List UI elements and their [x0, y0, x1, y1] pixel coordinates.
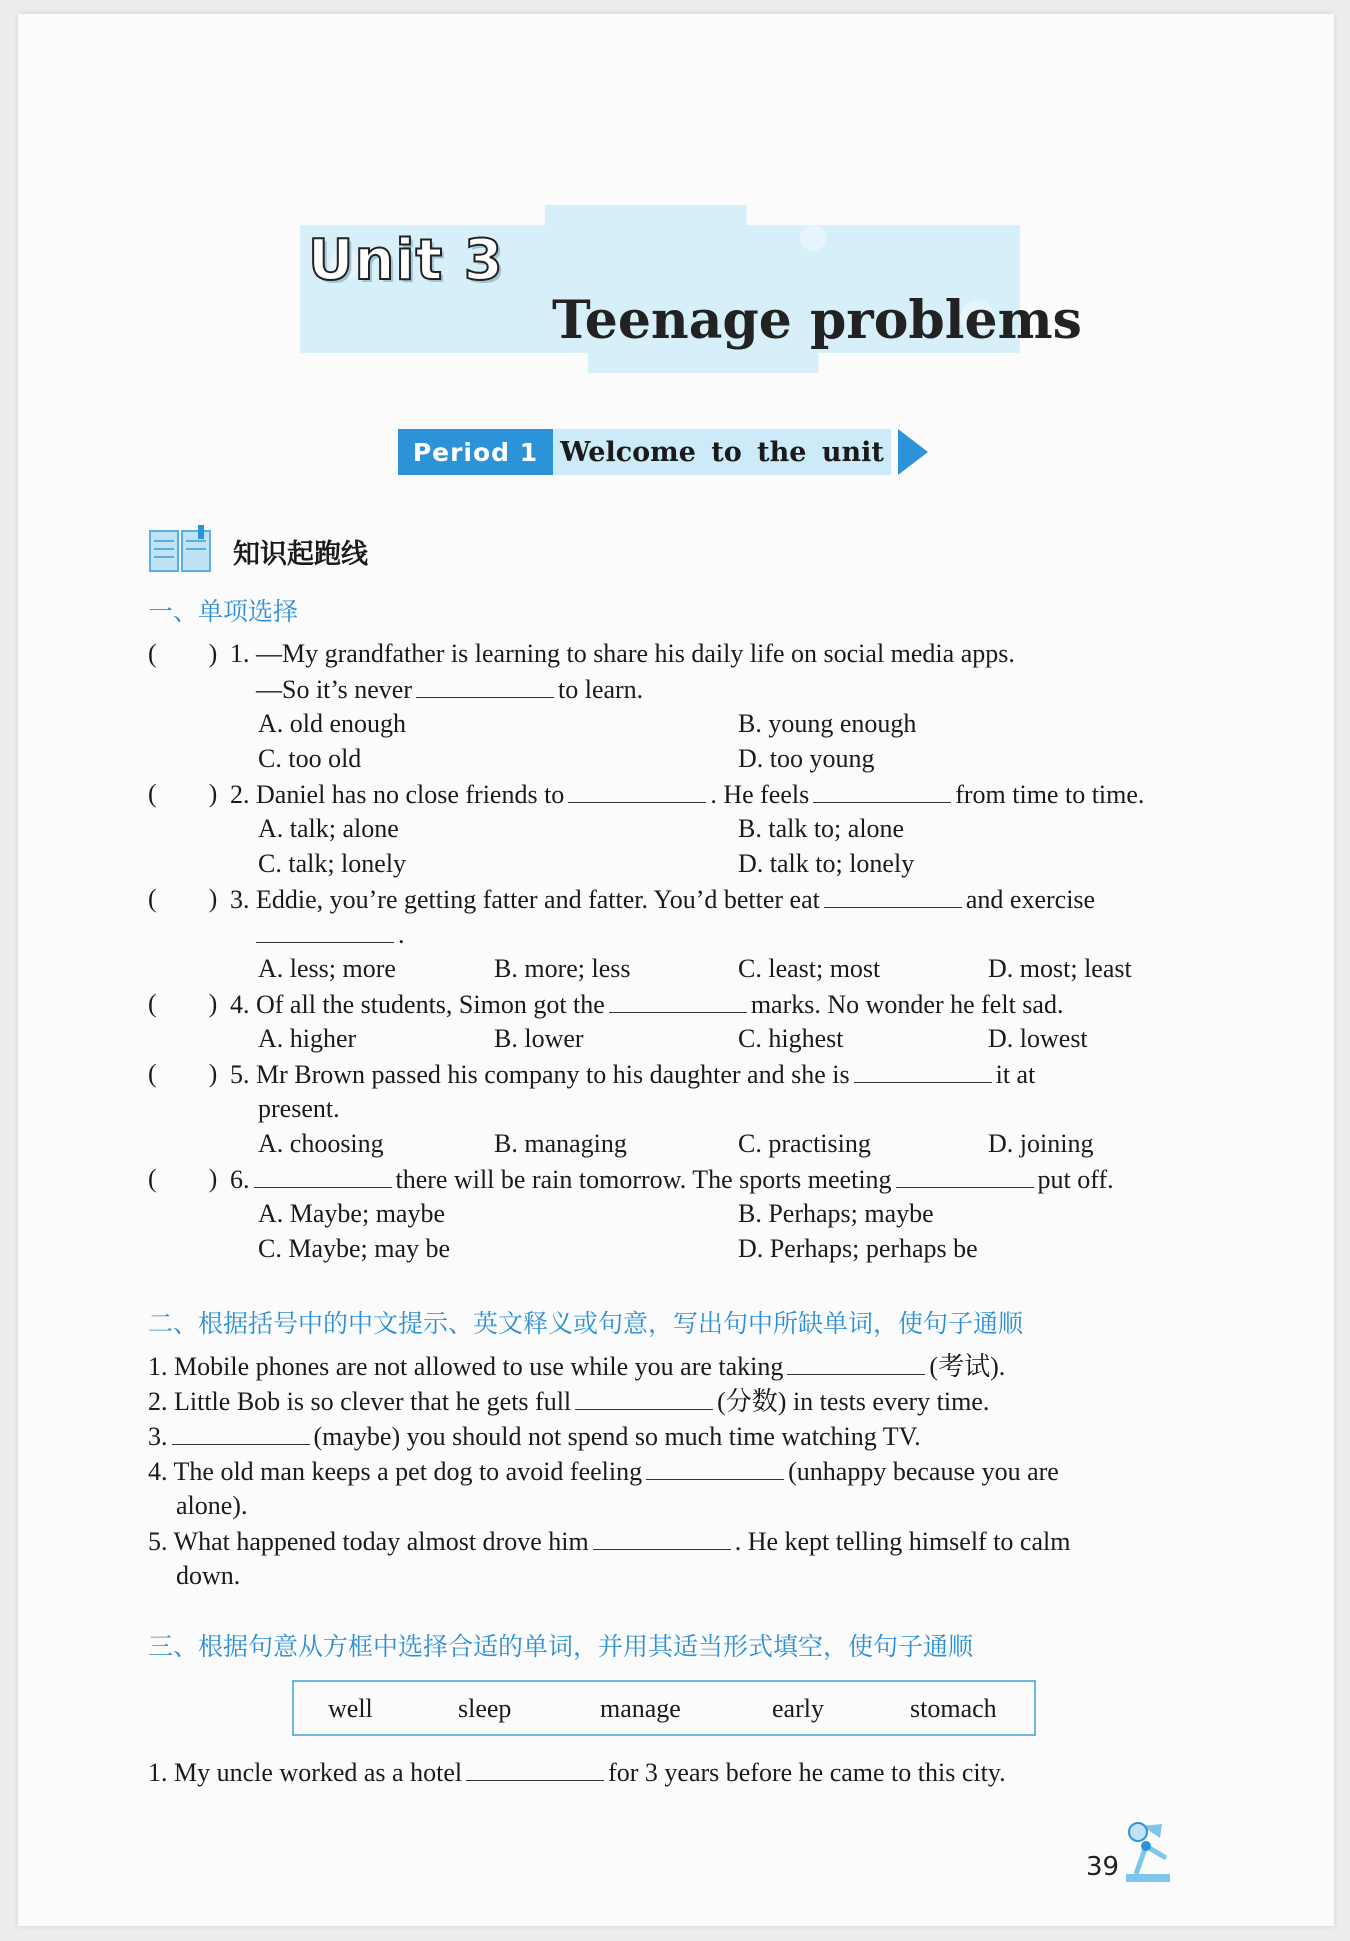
- word-option: stomach: [910, 1694, 997, 1723]
- desk-lamp-icon: [1122, 1822, 1182, 1884]
- item-text: 5. What happened today almost drove him: [148, 1527, 589, 1556]
- question-3-line-2: [256, 918, 405, 951]
- question-stem: marks. No wonder he felt sad.: [750, 990, 1064, 1019]
- section-1-title: 一、单项选择: [148, 597, 299, 626]
- word-option: manage: [600, 1694, 681, 1723]
- question-stem: and exercise: [965, 885, 1096, 914]
- answer-blank[interactable]: [813, 778, 951, 803]
- word-option: sleep: [458, 1694, 512, 1723]
- fill-item-1: [148, 1350, 1005, 1383]
- option-c: C. least; most: [738, 954, 881, 983]
- item-text: 1. Mobile phones are not allowed to use while you are taking: [148, 1352, 784, 1381]
- section-2-title: 二、根据括号中的中文提示、英文释义或句意，写出句中所缺单词，使句子通顺: [148, 1309, 1024, 1338]
- fill-item-5: [148, 1525, 1070, 1558]
- item-text: 1. My uncle worked as a hotel: [148, 1758, 463, 1787]
- option-d: D. too young: [738, 744, 875, 773]
- answer-blank[interactable]: [824, 883, 962, 908]
- period-title: Welcome to the unit: [553, 429, 891, 475]
- answer-blank[interactable]: [854, 1058, 992, 1083]
- question-number: 4.: [230, 990, 250, 1019]
- option-c: C. Maybe; may be: [258, 1234, 451, 1263]
- fill-item-4: [148, 1455, 1059, 1488]
- option-a: A. talk; alone: [258, 814, 399, 843]
- option-a: A. less; more: [258, 954, 396, 983]
- question-stem: from time to time.: [955, 780, 1145, 809]
- question-1-line-2: [256, 673, 643, 706]
- answer-blank[interactable]: [568, 778, 706, 803]
- page-number: 39: [1086, 1852, 1120, 1882]
- question-number: 1.: [230, 639, 250, 668]
- unit-title: Teenage problems: [552, 290, 1082, 351]
- option-b: B. more; less: [494, 954, 631, 983]
- fill-item-4-cont: alone).: [176, 1491, 248, 1520]
- answer-blank[interactable]: [609, 988, 747, 1013]
- question-5: [230, 1058, 1035, 1091]
- option-d: D. most; least: [988, 954, 1132, 983]
- option-c: C. highest: [738, 1024, 844, 1053]
- option-a: A. old enough: [258, 709, 407, 738]
- answer-paren[interactable]: ( ): [148, 639, 218, 668]
- answer-blank[interactable]: [593, 1525, 731, 1550]
- question-stem: Daniel has no close friends to: [256, 780, 565, 809]
- fill-item-3-1: [148, 1756, 1006, 1789]
- question-6: [230, 1163, 1114, 1196]
- fill-item-3: [148, 1420, 921, 1453]
- question-number: 2.: [230, 780, 250, 809]
- item-text: (考试).: [929, 1352, 1006, 1381]
- item-text: . He kept telling himself to calm: [734, 1527, 1071, 1556]
- answer-blank[interactable]: [896, 1163, 1034, 1188]
- answer-paren[interactable]: ( ): [148, 884, 218, 913]
- question-4: [230, 988, 1063, 1021]
- question-stem: put off.: [1037, 1165, 1114, 1194]
- question-stem: —My grandfather is learning to share his daily life on social media apps.: [256, 639, 1015, 668]
- option-d: D. talk to; lonely: [738, 849, 915, 878]
- book-icon: [148, 525, 212, 575]
- item-text: (maybe) you should not spend so much time watching TV.: [313, 1422, 921, 1451]
- question-number: 5.: [230, 1060, 250, 1089]
- item-text: for 3 years before he came to this city.: [608, 1758, 1006, 1787]
- question-stem: to learn.: [558, 675, 644, 704]
- question-2: [230, 778, 1144, 811]
- answer-blank[interactable]: [172, 1420, 310, 1445]
- question-stem: . He feels: [710, 780, 810, 809]
- option-c: C. talk; lonely: [258, 849, 407, 878]
- option-c: C. practising: [738, 1129, 871, 1158]
- answer-blank[interactable]: [254, 1163, 392, 1188]
- option-d: D. Perhaps; perhaps be: [738, 1234, 978, 1263]
- item-text: 3.: [148, 1422, 168, 1451]
- option-a: A. choosing: [258, 1129, 384, 1158]
- word-option: well: [328, 1694, 373, 1723]
- section-3-title: 三、根据句意从方框中选择合适的单词，并用其适当形式填空，使句子通顺: [148, 1632, 974, 1661]
- item-text: (分数) in tests every time.: [717, 1387, 990, 1416]
- question-stem: Eddie, you’re getting fatter and fatter. You’d better eat: [256, 885, 820, 914]
- question-stem: there will be rain tomorrow. The sports meeting: [395, 1165, 892, 1194]
- answer-blank[interactable]: [256, 918, 394, 943]
- question-5-line-2: present.: [258, 1094, 340, 1123]
- fill-item-2: [148, 1385, 989, 1418]
- option-b: B. talk to; alone: [738, 814, 905, 843]
- option-b: B. managing: [494, 1129, 627, 1158]
- question-stem: —So it’s never: [256, 675, 412, 704]
- item-text: 4. The old man keeps a pet dog to avoid feeling: [148, 1457, 643, 1486]
- answer-paren[interactable]: ( ): [148, 1059, 218, 1088]
- question-number: 3.: [230, 885, 250, 914]
- item-text: 2. Little Bob is so clever that he gets full: [148, 1387, 572, 1416]
- answer-paren[interactable]: ( ): [148, 989, 218, 1018]
- option-a: A. higher: [258, 1024, 357, 1053]
- item-text: (unhappy because you are: [788, 1457, 1059, 1486]
- question-3: [230, 883, 1095, 916]
- word-box: [292, 1680, 1036, 1736]
- period-badge: Period 1: [398, 429, 553, 475]
- arrow-icon: [898, 429, 928, 475]
- fill-item-5-cont: down.: [176, 1561, 241, 1590]
- question-stem: it at: [995, 1060, 1036, 1089]
- answer-paren[interactable]: ( ): [148, 779, 218, 808]
- knowledge-heading: 知识起跑线: [233, 539, 368, 570]
- option-c: C. too old: [258, 744, 362, 773]
- option-a: A. Maybe; maybe: [258, 1199, 446, 1228]
- question-stem: Of all the students, Simon got the: [256, 990, 605, 1019]
- question-stem: .: [398, 920, 405, 949]
- answer-paren[interactable]: ( ): [148, 1164, 218, 1193]
- question-stem: Mr Brown passed his company to his daughter and she is: [256, 1060, 850, 1089]
- question-1: [230, 638, 1015, 670]
- question-number: 6.: [230, 1165, 250, 1194]
- answer-blank[interactable]: [787, 1350, 925, 1375]
- answer-blank[interactable]: [466, 1756, 604, 1781]
- unit-number: Unit 3: [308, 228, 504, 293]
- option-b: B. Perhaps; maybe: [738, 1199, 934, 1228]
- answer-blank[interactable]: [646, 1455, 784, 1480]
- option-b: B. lower: [494, 1024, 584, 1053]
- period-banner: [398, 429, 958, 475]
- option-d: D. lowest: [988, 1024, 1088, 1053]
- option-d: D. joining: [988, 1129, 1094, 1158]
- option-b: B. young enough: [738, 709, 917, 738]
- puzzle-decoration: [800, 225, 826, 251]
- answer-blank[interactable]: [575, 1385, 713, 1410]
- answer-blank[interactable]: [416, 673, 554, 698]
- word-option: early: [772, 1694, 824, 1723]
